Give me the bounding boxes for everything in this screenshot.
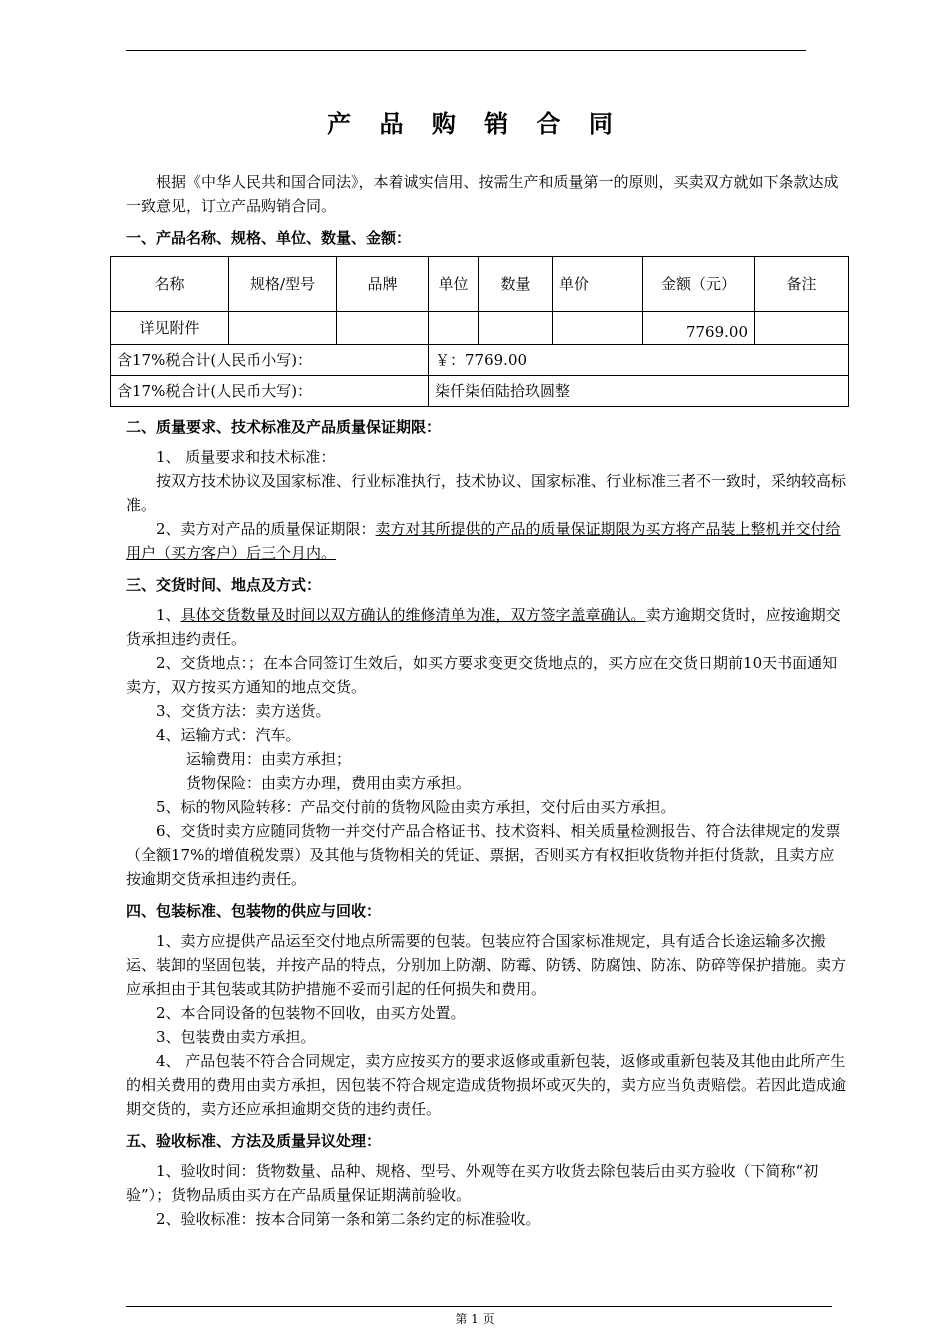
header-amount: 金额（元） bbox=[643, 257, 755, 312]
header-name: 名称 bbox=[111, 257, 229, 312]
section3-p1-prefix: 1、 bbox=[156, 606, 181, 624]
header-qty: 数量 bbox=[479, 257, 553, 312]
total-big-label: 含17%税合计(人民币大写)： bbox=[111, 376, 429, 407]
section5-p1: 1、验收时间：货物数量、品种、规格、型号、外观等在买方收货去除包装后由买方验收（下简称“初验”）；货物品质由买方在产品质量保证期满前验收。 bbox=[126, 1162, 819, 1204]
section5-heading: 五、验收标准、方法及质量异议处理： bbox=[126, 1132, 382, 1150]
cell-note bbox=[755, 312, 849, 345]
section2-p3 bbox=[126, 517, 846, 565]
table-header-row bbox=[111, 257, 849, 312]
total-small-label: 含17%税合计(人民币小写)： bbox=[111, 345, 429, 376]
cell-brand bbox=[337, 312, 429, 345]
section4-p1: 1、卖方应提供产品运至交付地点所需要的包装。包装应符合国家标准规定，具有适合长途运输多次搬运、装卸的坚固包装，并按产品的特点，分别加上防潮、防霉、防锈、防腐蚀、防冻、防碎等保护措施。卖方应承担由于其包装或其防护措施不妥而引起的任何损失和费用。 bbox=[126, 932, 847, 998]
section3-p3: 3、交货方法：卖方送货。 bbox=[156, 702, 331, 720]
total-small-row bbox=[111, 345, 849, 376]
header-unit: 单位 bbox=[429, 257, 479, 312]
cell-price bbox=[553, 312, 643, 345]
section3-p4: 4、运输方式：汽车。 bbox=[156, 726, 301, 744]
footer-rule bbox=[126, 1306, 832, 1307]
cell-unit bbox=[429, 312, 479, 345]
section3-heading: 三、交货时间、地点及方式： bbox=[126, 576, 322, 594]
section2-p3-underlined: 卖方对其所提供的产品的质量保证期限为买方将产品装上整机并交付给用户（买方客户）后三个月内。 bbox=[126, 520, 841, 562]
cell-qty bbox=[479, 312, 553, 345]
total-small-value: ￥：7769.00 bbox=[429, 345, 849, 376]
header-price: 单价 bbox=[553, 257, 643, 312]
intro-paragraph: 根据《中华人民共和国合同法》，本着诚实信用、按需生产和质量第一的原则，买卖双方就如下条款达成一致意见，订立产品购销合同。 bbox=[126, 173, 839, 215]
total-big-row bbox=[111, 376, 849, 407]
section5-p2: 2、验收标准：按本合同第一条和第二条约定的标准验收。 bbox=[156, 1210, 541, 1228]
section3-p1-underlined: 具体交货数量及时间以双方确认的维修清单为准，双方签字盖章确认。 bbox=[180, 606, 646, 624]
header-spec: 规格/型号 bbox=[229, 257, 337, 312]
section4-p3: 3、包装费由卖方承担。 bbox=[156, 1028, 316, 1046]
cell-name: 详见附件 bbox=[111, 312, 229, 345]
section2-heading: 二、质量要求、技术标准及产品质量保证期限： bbox=[126, 418, 442, 436]
section3-p5: 5、标的物风险转移：产品交付前的货物风险由卖方承担，交付后由买方承担。 bbox=[156, 798, 676, 816]
section3-p6: 6、交货时卖方应随同货物一并交付产品合格证书、技术资料、相关质量检测报告、符合法律规定的发票（全额17%的增值税发票）及其他与货物相关的凭证、票据，否则买方有权拒收货物并拒付货款，且卖方应按逾期交货承担违约责任。 bbox=[126, 822, 841, 888]
page-number: 第 1 页 bbox=[455, 1312, 495, 1326]
total-big-value: 柒仟柒佰陆拾玖圆整 bbox=[429, 376, 849, 407]
header-brand: 品牌 bbox=[337, 257, 429, 312]
page-title: 产 品 购 销 合 同 bbox=[327, 109, 623, 138]
section3-p1-suffix: 卖方逾期交货时，应按逾期交货承担违约责任。 bbox=[126, 606, 841, 648]
section4-heading: 四、包装标准、包装物的供应与回收： bbox=[126, 902, 382, 920]
header-note: 备注 bbox=[755, 257, 849, 312]
section1-heading: 一、产品名称、规格、单位、数量、金额： bbox=[126, 229, 412, 247]
section3-p4a: 运输费用：由卖方承担； bbox=[186, 750, 352, 768]
section3-p4b: 货物保险：由卖方办理，费用由卖方承担。 bbox=[186, 774, 472, 792]
section2-p3-prefix: 2、卖方对产品的质量保证期限： bbox=[156, 520, 376, 538]
section4-p4: 4、 产品包装不符合合同规定，卖方应按买方的要求返修或重新包装，返修或重新包装及其他由此所产生的相关费用的费用由卖方承担，因包装不符合规定造成货物损坏或灭失的，卖方应当负责赔偿。若因此造成逾期交货的，卖方还应承担逾期交货的违约责任。 bbox=[126, 1052, 847, 1118]
top-rule bbox=[126, 50, 806, 51]
cell-amount: 7769.00 bbox=[643, 312, 755, 345]
table-row bbox=[111, 312, 849, 345]
section2-p2: 按双方技术协议及国家标准、行业标准执行，技术协议、国家标准、行业标准三者不一致时，采纳较高标准。 bbox=[126, 472, 847, 514]
contract-body bbox=[117, 170, 847, 1231]
product-table bbox=[110, 256, 849, 407]
section3-p1 bbox=[126, 603, 846, 651]
cell-spec bbox=[229, 312, 337, 345]
section4-p2: 2、本合同设备的包装物不回收，由买方处置。 bbox=[156, 1004, 466, 1022]
section2-p1: 1、 质量要求和技术标准： bbox=[156, 448, 336, 466]
section3-p2: 2、交货地点：；在本合同签订生效后，如买方要求变更交货地点的，买方应在交货日期前10天书面通知卖方，双方按买方通知的地点交货。 bbox=[126, 654, 838, 696]
